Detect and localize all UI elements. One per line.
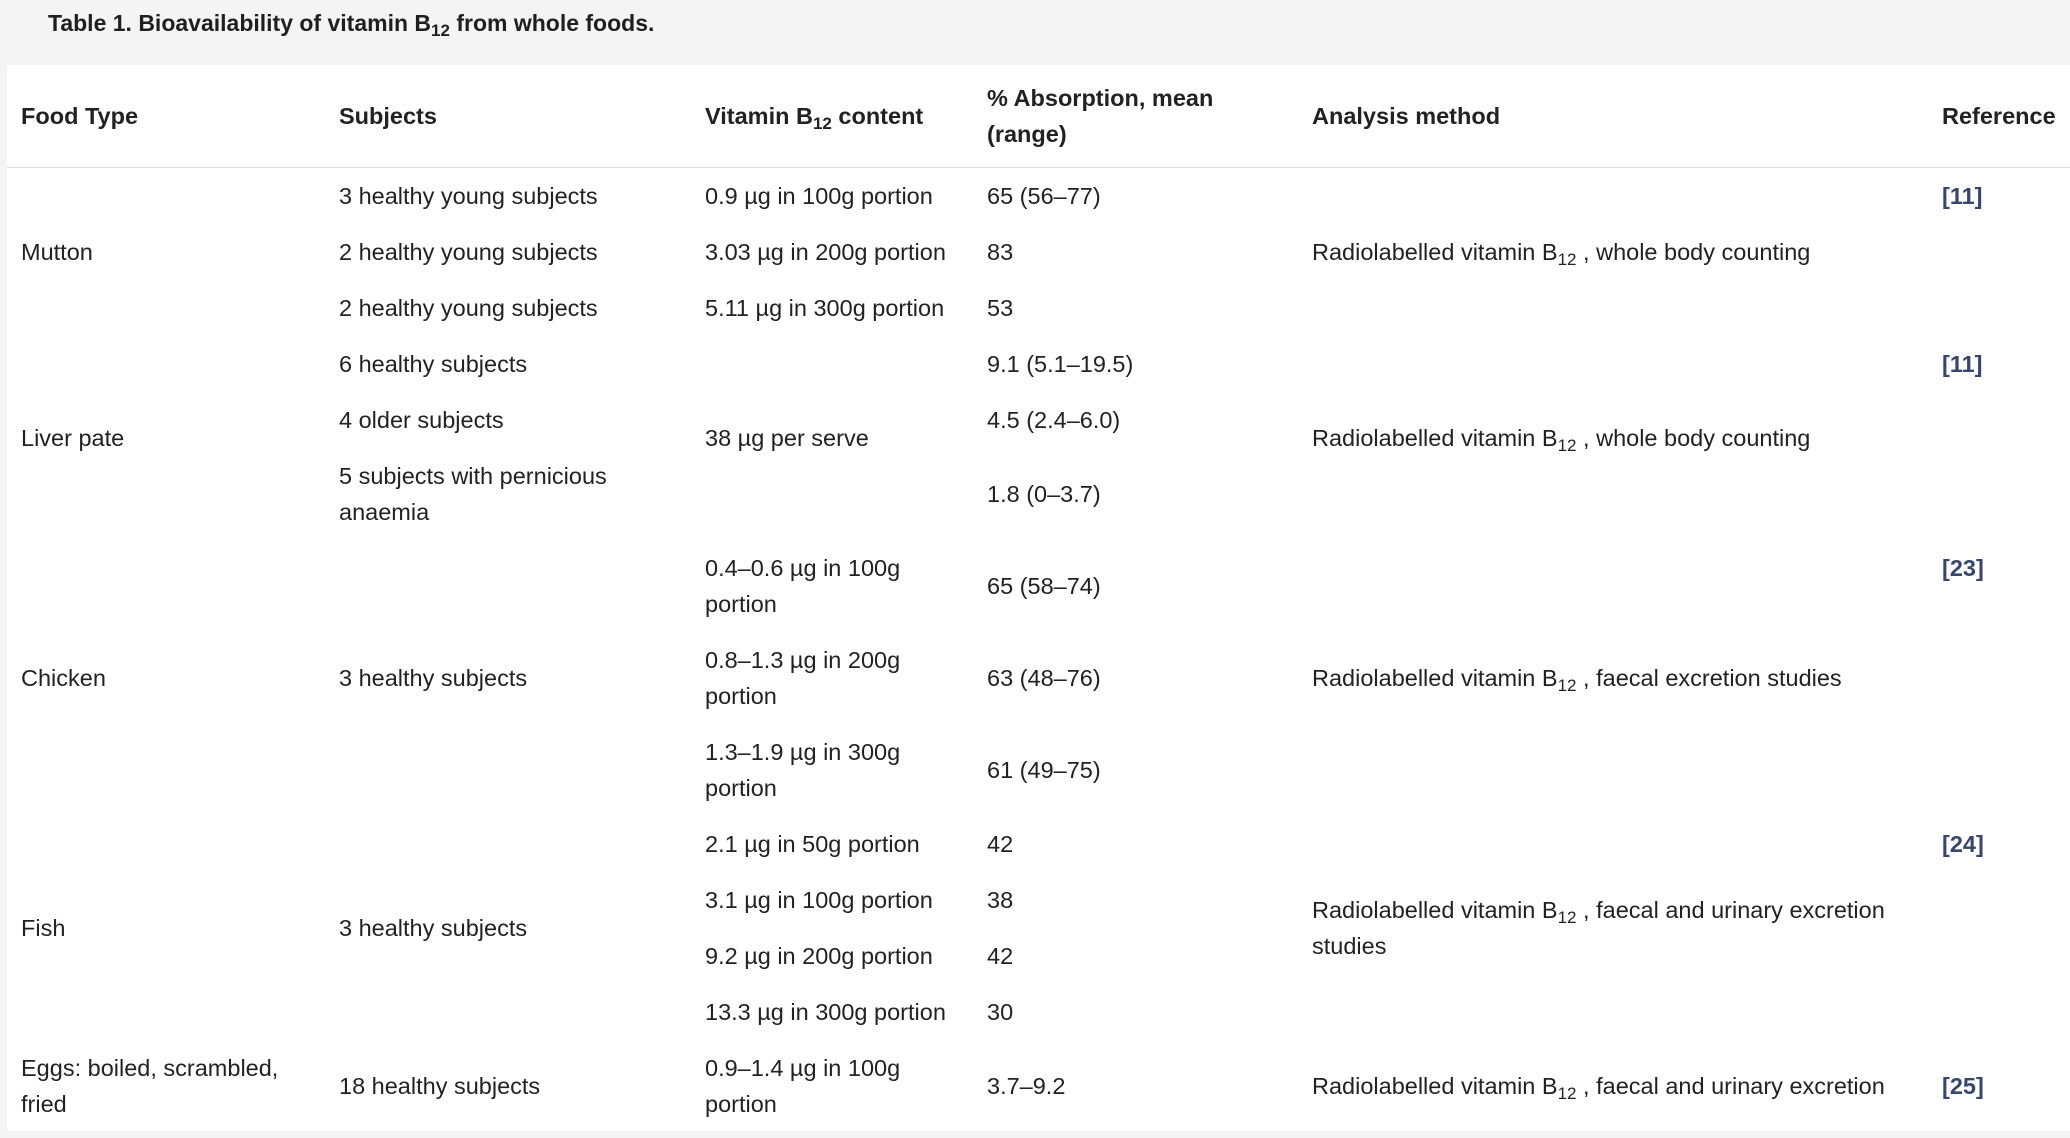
absorption-cell: 4.5 (2.4–6.0) bbox=[987, 407, 1121, 433]
food-type-cell: Fish bbox=[21, 915, 66, 941]
subjects-cell: 3 healthy subjects bbox=[339, 915, 528, 941]
absorption-cell: 65 (58–74) bbox=[987, 573, 1101, 599]
absorption-cell: 63 (48–76) bbox=[987, 665, 1101, 691]
absorption-cell: 9.1 (5.1–19.5) bbox=[987, 351, 1134, 377]
header-method: Analysis method bbox=[1298, 65, 1928, 168]
header-subjects: Subjects bbox=[325, 65, 691, 168]
reference-link[interactable]: [11] bbox=[1942, 183, 1983, 209]
table-caption: Table 1. Bioavailability of vitamin $B_{12}$ from whole foods. bbox=[48, 10, 655, 40]
absorption-cell: 61 (49–75) bbox=[987, 757, 1101, 783]
header-reference: Reference bbox=[1928, 65, 2070, 168]
absorption-cell: 1.8 (0–3.7) bbox=[987, 481, 1101, 507]
absorption-cell: 53 bbox=[987, 295, 1014, 321]
food-type-cell: Chicken bbox=[21, 665, 106, 691]
content-cell: 5.11 µg in 300g portion bbox=[705, 295, 945, 321]
subjects-cell: 18 healthy subjects bbox=[339, 1073, 541, 1099]
header-absorption: % Absorption, mean (range) bbox=[973, 65, 1298, 168]
absorption-cell: 65 (56–77) bbox=[987, 183, 1101, 209]
content-cell: 13.3 µg in 300g portion bbox=[705, 999, 946, 1025]
table-panel bbox=[7, 65, 2070, 1131]
subjects-cell: 2 healthy young subjects bbox=[339, 239, 598, 265]
table-row bbox=[7, 540, 2070, 632]
absorption-cell: 38 bbox=[987, 887, 1014, 913]
method-cell: Radiolabelled vitamin $B_{12}$ , whole body counting bbox=[1312, 425, 1811, 455]
table-row bbox=[7, 1040, 2070, 1132]
table-row bbox=[7, 816, 2070, 872]
content-cell: 0.4–0.6 µg in 100g portion bbox=[705, 555, 901, 617]
absorption-cell: 3.7–9.2 bbox=[987, 1073, 1066, 1099]
food-type-cell: Mutton bbox=[21, 239, 93, 265]
reference-link[interactable]: [25] bbox=[1942, 1073, 1984, 1099]
content-cell: 0.9 µg in 100g portion bbox=[705, 183, 933, 209]
reference-link[interactable]: [24] bbox=[1942, 831, 1984, 857]
content-cell: 3.1 µg in 100g portion bbox=[705, 887, 933, 913]
food-type-cell: Eggs: boiled, scrambled, fried bbox=[21, 1055, 279, 1117]
content-cell: 0.8–1.3 µg in 200g portion bbox=[705, 647, 901, 709]
method-cell: Radiolabelled vitamin $B_{12}$ , faecal and urinary excretion bbox=[1312, 1073, 1885, 1103]
absorption-cell: 42 bbox=[987, 831, 1014, 857]
subjects-cell: 5 subjects with pernicious anaemia bbox=[339, 463, 607, 525]
food-type-cell: Liver pate bbox=[21, 425, 125, 451]
header-content: Vitamin $B_{12}$ content bbox=[691, 65, 973, 168]
content-cell: 3.03 µg in 200g portion bbox=[705, 239, 946, 265]
content-cell: 0.9–1.4 µg in 100g portion bbox=[705, 1055, 901, 1117]
content-cell: 1.3–1.9 µg in 300g portion bbox=[705, 739, 901, 801]
table-row bbox=[7, 168, 2070, 225]
absorption-cell: 42 bbox=[987, 943, 1014, 969]
reference-link[interactable]: [11] bbox=[1942, 351, 1983, 377]
method-cell: Radiolabelled vitamin $B_{12}$ , whole body counting bbox=[1312, 239, 1811, 269]
reference-link[interactable]: [23] bbox=[1942, 555, 1984, 581]
table-row bbox=[7, 336, 2070, 392]
method-cell: Radiolabelled vitamin $B_{12}$ , faecal excretion studies bbox=[1312, 665, 1842, 695]
absorption-cell: 83 bbox=[987, 239, 1014, 265]
content-cell: 38 µg per serve bbox=[705, 425, 869, 451]
subjects-cell: 3 healthy subjects bbox=[339, 665, 528, 691]
bioavailability-table bbox=[7, 65, 2070, 1132]
method-cell: Radiolabelled vitamin $B_{12}$ , faecal and urinary excretion studies bbox=[1312, 897, 1885, 959]
content-cell: 9.2 µg in 200g portion bbox=[705, 943, 933, 969]
absorption-cell: 30 bbox=[987, 999, 1014, 1025]
subjects-cell: 4 older subjects bbox=[339, 407, 504, 433]
subjects-cell: 6 healthy subjects bbox=[339, 351, 528, 377]
header-row bbox=[7, 65, 2070, 168]
header-food-type: Food Type bbox=[7, 65, 325, 168]
content-cell: 2.1 µg in 50g portion bbox=[705, 831, 920, 857]
subjects-cell: 2 healthy young subjects bbox=[339, 295, 598, 321]
subjects-cell: 3 healthy young subjects bbox=[339, 183, 598, 209]
